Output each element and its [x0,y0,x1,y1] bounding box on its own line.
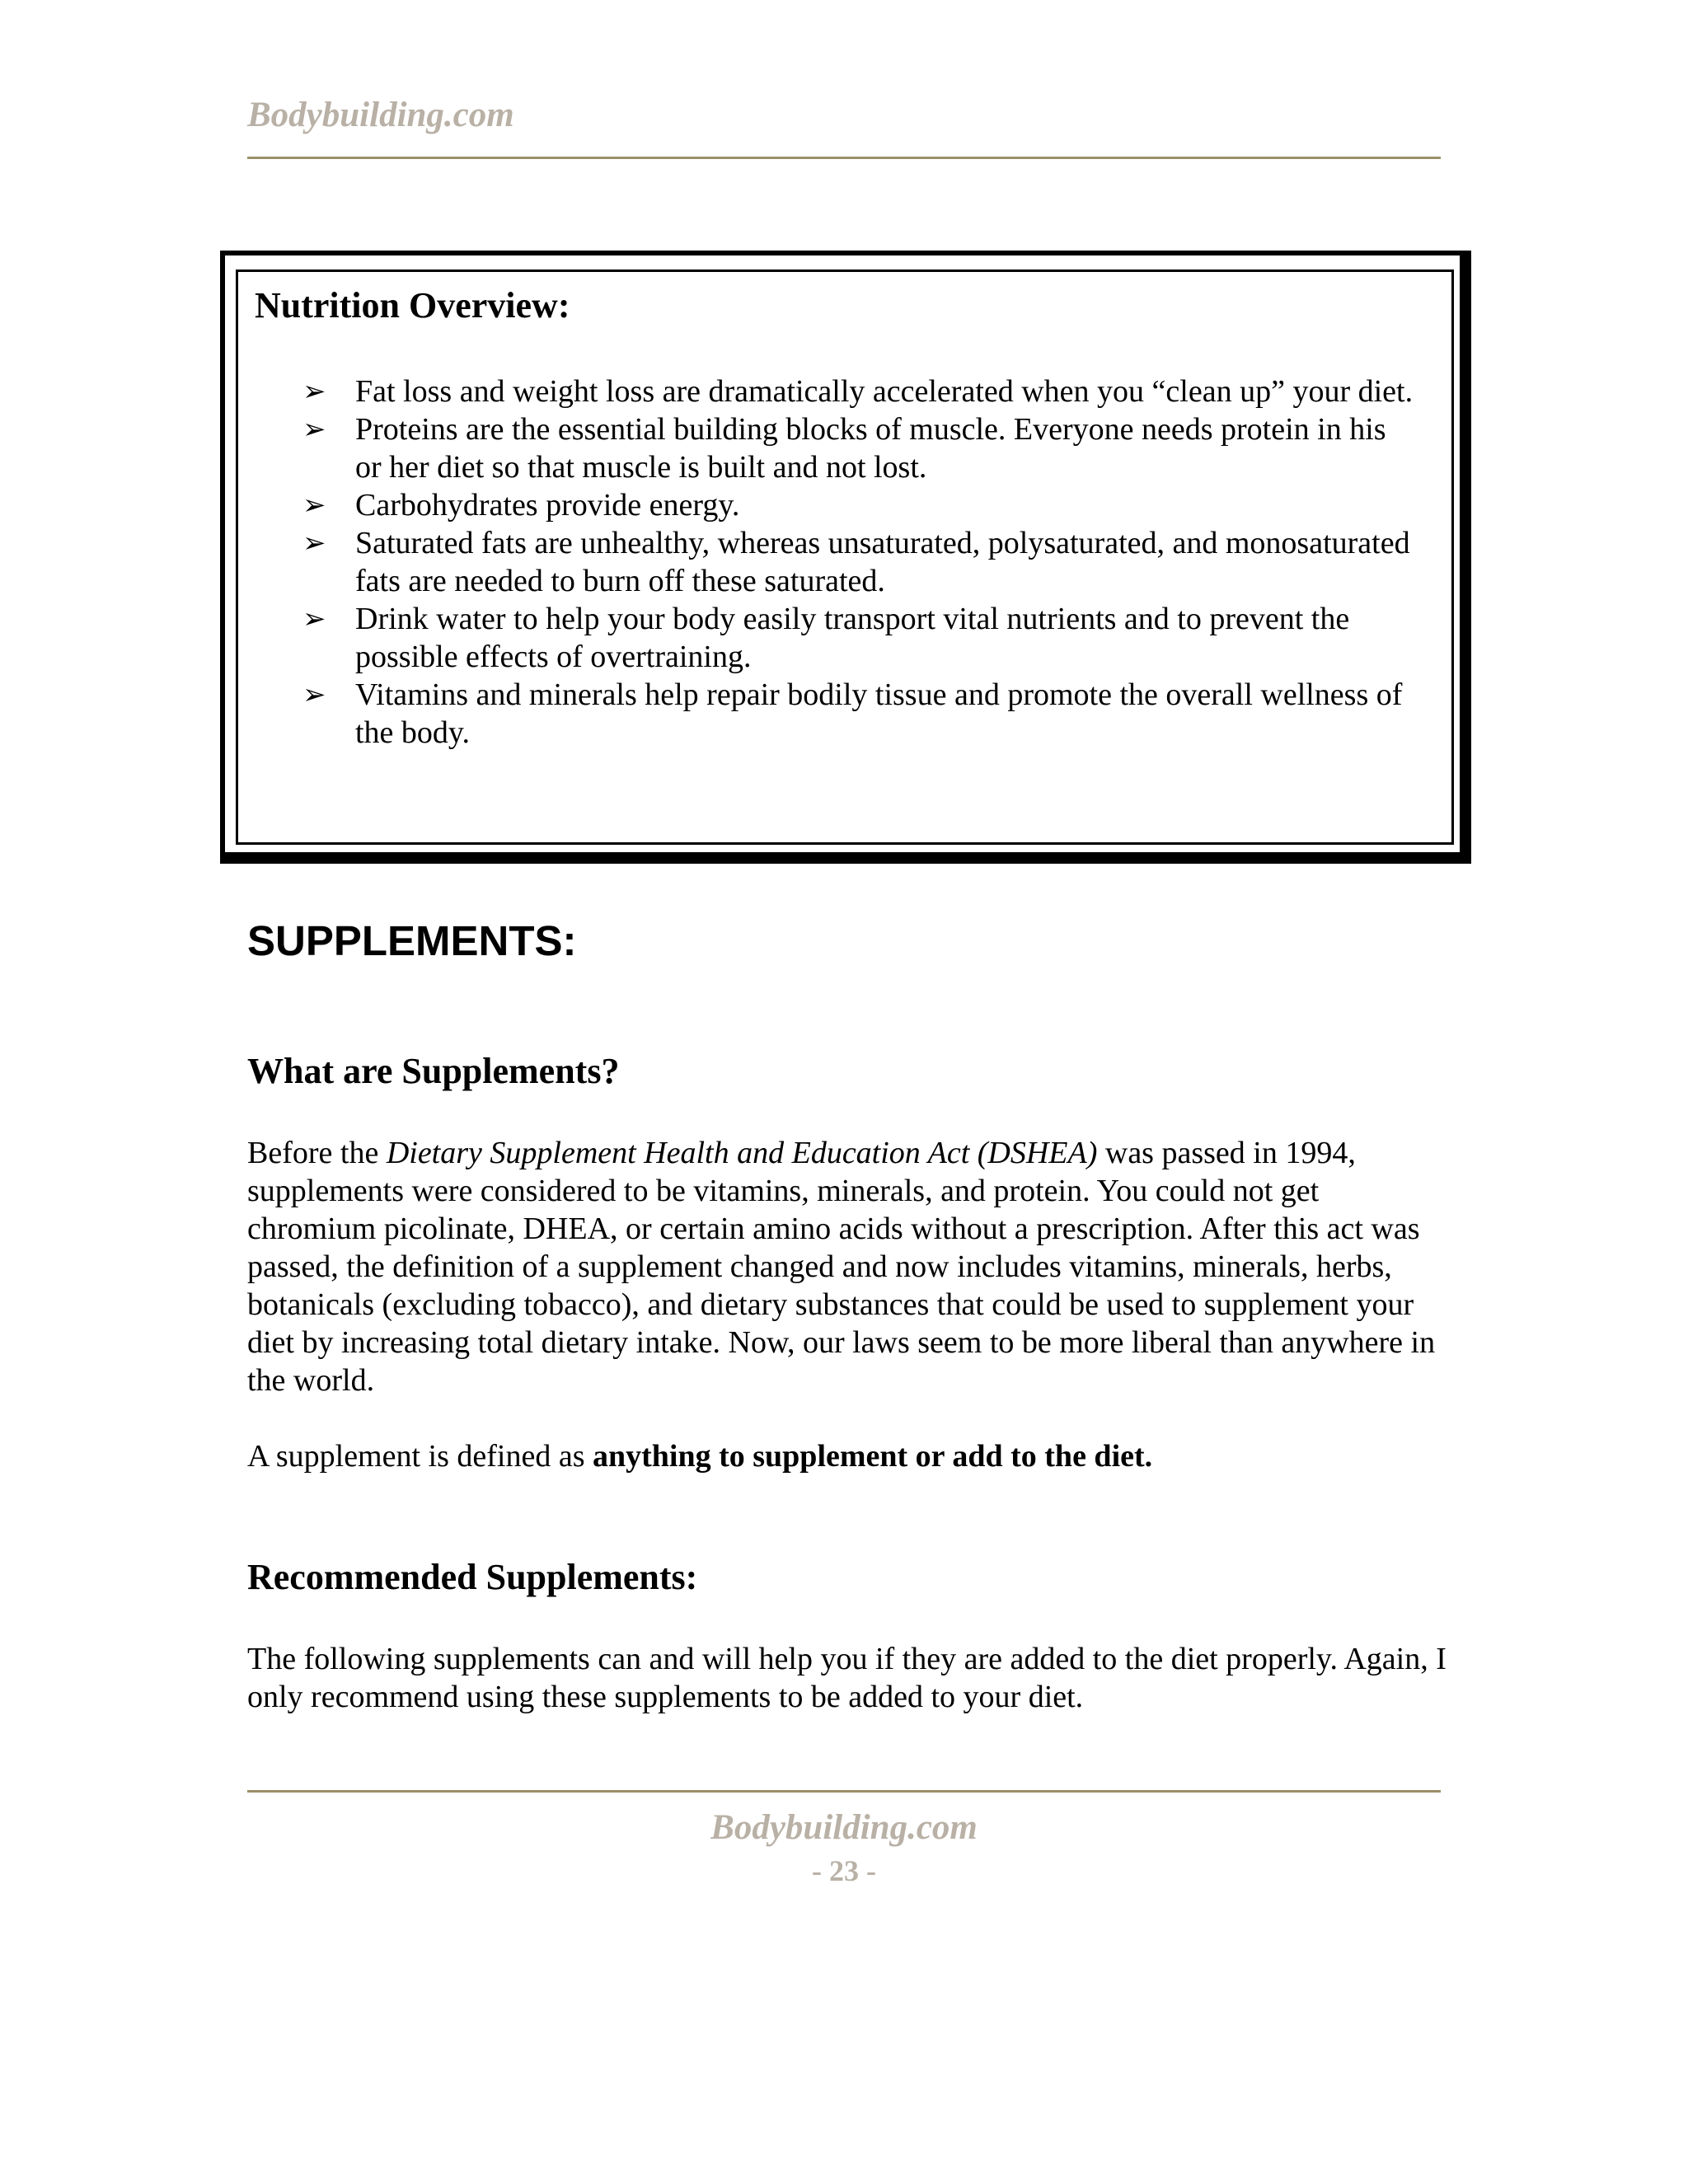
header-brand: Bodybuilding.com [247,96,514,134]
page-number: - 23 - [812,1854,876,1887]
list-item-text: Saturated fats are unhealthy, whereas unsaturated, polysaturated, and monosaturated fats are needed to burn off these saturated. [355,526,1410,598]
arrow-bullet-icon: ➢ [302,678,326,711]
list-item-text: Carbohydrates provide energy. [355,488,740,523]
list-item [302,373,1415,410]
arrow-bullet-icon: ➢ [302,489,326,522]
list-item-text: Drink water to help your body easily transport vital nutrients and to prevent the possible effects of overtraining. [355,602,1350,674]
list-item [302,600,1415,676]
arrow-bullet-icon: ➢ [302,375,326,408]
header-rule [247,157,1441,159]
list-item [302,410,1415,486]
list-item-text: Proteins are the essential building blocks of muscle. Everyone needs protein in his or her diet so that muscle is built and not lost. [355,412,1386,485]
nutrition-overview-title: Nutrition Overview: [255,285,570,326]
arrow-bullet-icon: ➢ [302,602,326,635]
act-name: Dietary Supplement Health and Education Act (DSHEA) [386,1136,1098,1170]
footer-rule [247,1790,1441,1793]
paragraph-rest: was passed in 1994, supplements were considered to be vitamins, minerals, and protein. You could not get chromium picolinate, DHEA, or certain amino acids without a prescription. After this act was passed, the definition of a supplement changed and now includes vitamins, minerals, herbs, botanicals (excluding tobacco), and dietary substances that could be used to supplement your diet by increasing total dietary intake. Now, our laws seem to be more liberal than anywhere in the world. [247,1136,1436,1398]
dshea-paragraph [247,1134,1451,1399]
what-are-supplements-heading: What are Supplements? [247,1051,620,1091]
definition-emphasis: anything to supplement or add to the diet. [592,1439,1153,1474]
list-item-text: Fat loss and weight loss are dramatically accelerated when you “clean up” your diet. [355,374,1414,409]
list-item-text: Vitamins and minerals help repair bodily tissue and promote the overall wellness of the body. [355,677,1403,750]
definition-paragraph [247,1437,1451,1475]
nutrition-overview-box [220,251,1471,864]
paragraph-lead: A supplement is defined as [247,1439,593,1474]
list-item [302,486,1415,524]
nutrition-overview-list [302,373,1415,752]
list-item [302,676,1415,752]
supplements-heading: SUPPLEMENTS: [247,917,577,964]
arrow-bullet-icon: ➢ [302,527,326,560]
footer-brand: Bodybuilding.com [710,1808,978,1847]
arrow-bullet-icon: ➢ [302,413,326,446]
list-item [302,524,1415,600]
recommended-supplements-heading: Recommended Supplements: [247,1557,698,1597]
recommended-paragraph: The following supplements can and will help you if they are added to the diet properly. Again, I only recommend using these supplements to be added to your diet. [247,1642,1447,1714]
paragraph-lead: Before the [247,1136,387,1170]
